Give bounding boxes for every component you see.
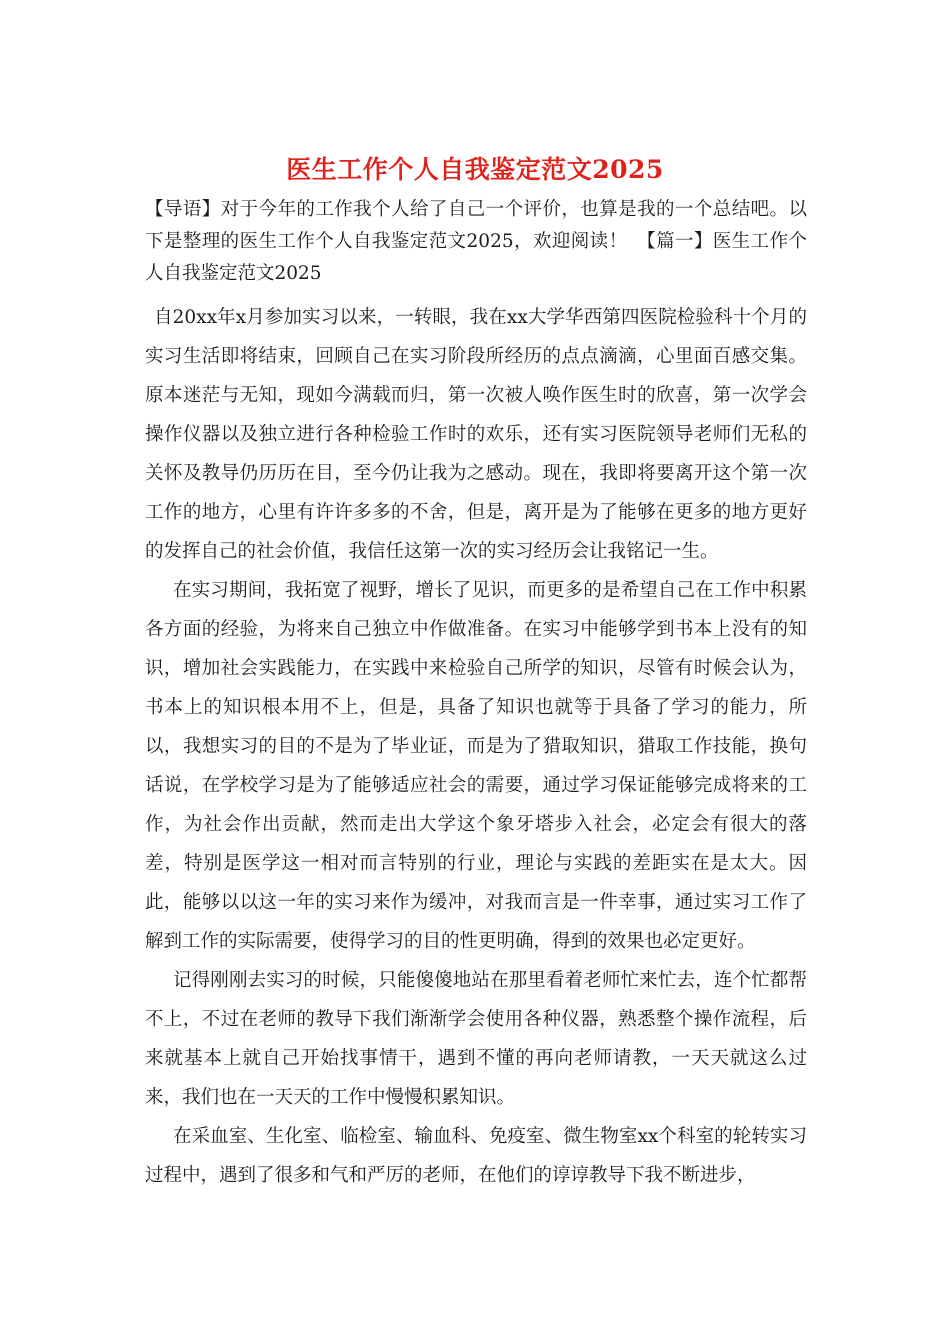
body-paragraph: 在采血室、生化室、临检室、输血科、免疫室、微生物室xx个科室的轮转实习过程中，遇到了很多和气和严厉的老师，在他们的谆谆教导下我不断进步， [145, 1126, 807, 1186]
lead-paragraph: 【导语】对于今年的工作我个人给了自己一个评价，也算是我的一个总结吧。以下是整理的医生工作个人自我鉴定范文2025，欢迎阅读！ 【篇一】医生工作个人自我鉴定范文2025 [145, 199, 807, 284]
body-paragraph: 自20xx年x月参加实习以来，一转眼，我在xx大学华西第四医院检验科十个月的实习生活即将结束，回顾自己在实习阶段所经历的点点滴滴，心里面百感交集。原本迷茫与无知，现如今满载而归，第一次被人唤作医生时的欣喜，第一次学会操作仪器以及独立进行各种检验工作时的欢乐，还有实习医院领导老师们无私的关怀及教导仍历历在目，至今仍让我为之感动。现在，我即将要离开这个第一次工作的地方，心里有许许多多的不舍，但是，离开是为了能够在更多的地方更好的发挥自己的社会价值，我信任这第一次的实习经历会让我铭记一生。 [145, 307, 807, 562]
body-paragraph: 在实习期间，我拓宽了视野，增长了见识，而更多的是希望自己在工作中积累各方面的经验，为将来自己独立中作做准备。在实习中能够学到书本上没有的知识，增加社会实践能力，在实践中来检验自己所学的知识，尽管有时候会认为，书本上的知识根本用不上，但是，具备了知识也就等于具备了学习的能力，所以，我想实习的目的不是为了毕业证，而是为了猎取知识，猎取工作技能，换句话说，在学校学习是为了能够适应社会的需要，通过学习保证能够完成将来的工作，为社会作出贡献，然而走出大学这个象牙塔步入社会，必定会有很大的落差，特别是医学这一相对而言特别的行业，理论与实践的差距实在是太大。因此，能够以以这一年的实习来作为缓冲，对我而言是一件幸事，通过实习工作了解到工作的实际需要，使得学习的目的性更明确，得到的效果也必定更好。 [145, 580, 807, 952]
body-paragraph: 记得刚刚去实习的时候，只能傻傻地站在那里看着老师忙来忙去，连个忙都帮不上，不过在老师的教导下我们渐渐学会使用各种仪器，熟悉整个操作流程，后来就基本上就自己开始找事情干，遇到不懂的再向老师请教，一天天就这么过来，我们也在一天天的工作中慢慢积累知识。 [145, 970, 807, 1108]
document-title: 医生工作个人自我鉴定范文2025 [286, 155, 664, 184]
document-body [145, 194, 807, 1195]
